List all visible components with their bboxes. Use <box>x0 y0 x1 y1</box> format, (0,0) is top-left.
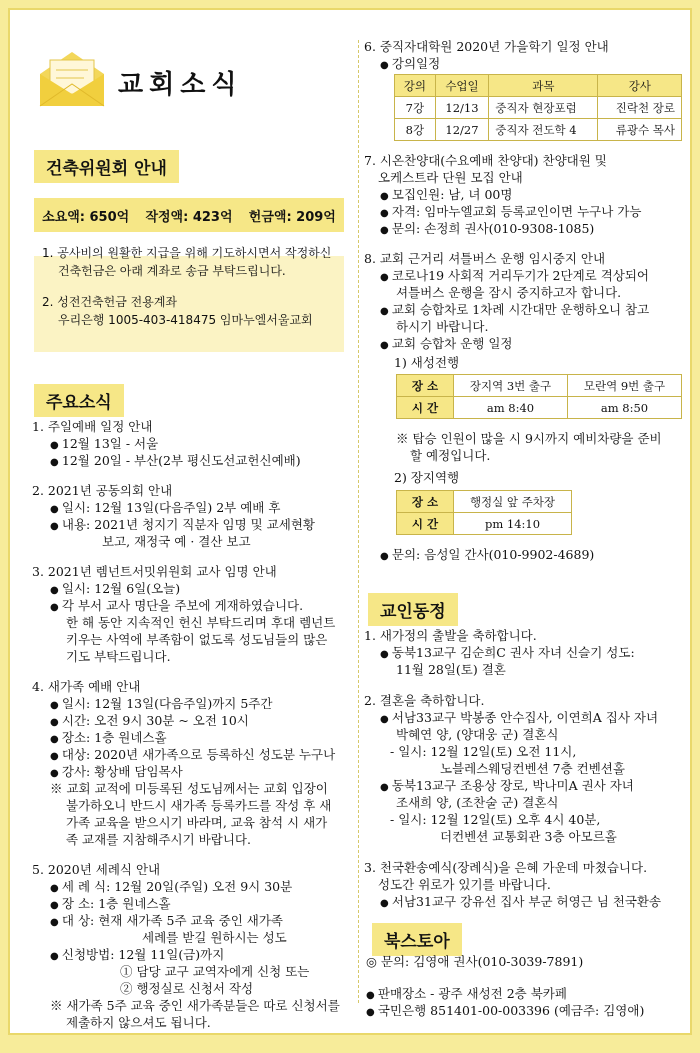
p1-item-cont: 11월 28일(토) 결혼 <box>396 662 506 677</box>
s4-item: ● 강사: 황상배 담임목사 <box>50 763 183 782</box>
p2-item: ● 동북13교구 조용상 장로, 박나미A 권사 자녀 <box>380 777 634 796</box>
r7-title: 7. 시온찬양대(수요예배 찬양대) 찬양대원 및 <box>364 153 607 168</box>
r8-item: ● 교회 승합차로 1차례 시간대만 운행하오니 참고 <box>380 301 649 320</box>
row-label: 시 간 <box>397 397 454 419</box>
table-cell: 중직자 전도학 4 <box>489 119 598 141</box>
s5-item-cont: 세례를 받길 원하시는 성도 <box>142 930 287 945</box>
r6-title: 6. 중직자대학원 2020년 가을학기 일정 안내 <box>364 39 609 54</box>
p3-title-cont: 성도간 위로가 있기를 바랍니다. <box>378 877 551 892</box>
s5-item-cont: ② 행정실로 신청서 작성 <box>120 981 254 996</box>
r8-item: ● 코로나19 사회적 거리두기가 2단계로 격상되어 <box>380 267 649 286</box>
shuttle-table-1 <box>396 374 682 419</box>
page-title: 교회소식 <box>118 70 243 100</box>
column-divider <box>358 40 359 1003</box>
r8-item: ● 교회 승합차 운행 일정 <box>380 335 513 354</box>
r8-note-cont: 할 예정입니다. <box>410 448 491 463</box>
p2-title: 2. 결혼을 축하합니다. <box>364 693 485 708</box>
r7-title-cont: 오케스트라 단원 모집 안내 <box>378 170 523 185</box>
s4-item: ● 일시: 12월 13일(다음주일)까지 5주간 <box>50 695 272 714</box>
s5-note: 제출하지 않으셔도 됩니다. <box>66 1015 211 1030</box>
table-cell: 7강 <box>395 97 436 119</box>
building-heading: 건축위원회 안내 <box>34 150 179 183</box>
r8-item-cont: 셔틀버스 운행을 잠시 중지하고자 합니다. <box>396 285 622 300</box>
table-cell: 진락천 장로 <box>598 97 682 119</box>
s4-note: 족 교재를 지참해주시기 바랍니다. <box>66 832 251 847</box>
members-heading: 교인동정 <box>368 593 458 626</box>
table-row <box>395 97 682 119</box>
account-number: 우리은행 1005-403-418475 임마누엘서울교회 <box>58 313 313 327</box>
s4-item: ● 시간: 오전 9시 30분 ~ 오전 10시 <box>50 712 249 731</box>
p2-item-date: - 일시: 12월 12일(토) 오후 4시 40분, <box>390 812 601 827</box>
shuttle-table-2 <box>396 490 572 535</box>
table-cell: am 8:50 <box>568 397 682 419</box>
table-cell: 류광수 목사 <box>598 119 682 141</box>
p2-item: ● 서남33교구 박봉종 안수집사, 이연희A 집사 자녀 <box>380 709 658 728</box>
bookstore-contact: ◎ 문의: 김영애 권사(010-3039-7891) <box>366 954 584 969</box>
s3-item-cont: 기도 부탁드립니다. <box>66 649 171 664</box>
p2-item-cont: 조새희 양, (조찬술 군) 결혼식 <box>396 795 559 810</box>
p2-item-venue: 노블레스웨딩컨벤션 7층 컨벤션홀 <box>440 761 625 776</box>
s4-item: ● 장소: 1층 원네스홀 <box>50 729 167 748</box>
r7-item: ● 모집인원: 남, 녀 00명 <box>380 186 512 205</box>
s3-item-cont: 키우는 사역에 부족함이 없도록 성도님들의 많은 <box>66 632 328 647</box>
r8-title: 8. 교회 근거리 셔틀버스 운행 임시중지 안내 <box>364 251 606 266</box>
s4-item: ● 대상: 2020년 새가족으로 등록하신 성도분 누구나 <box>50 746 335 765</box>
table-cell: 12/27 <box>435 119 489 141</box>
table-cell: 12/13 <box>435 97 489 119</box>
s1-title: 1. 주일예배 일정 안내 <box>32 419 153 434</box>
bulletin-page <box>8 8 692 1035</box>
s3-item: ● 일시: 12월 6일(오늘) <box>50 580 180 599</box>
table-cell: 장지역 3번 출구 <box>454 375 568 397</box>
s5-title: 5. 2020년 세례식 안내 <box>32 862 161 877</box>
row-label: 장 소 <box>397 491 454 513</box>
s5-item-cont: ① 담당 교구 교역자에게 신청 또는 <box>120 964 310 979</box>
envelope-icon <box>32 48 112 110</box>
row-label: 장 소 <box>397 375 454 397</box>
p2-item-venue: 더컨벤션 교통회관 3층 아모르홀 <box>440 829 617 844</box>
s4-title: 4. 새가족 예배 안내 <box>32 679 141 694</box>
building-item1-line1: 1. 공사비의 원활한 지급을 위해 기도하시면서 작정하신 <box>42 246 332 260</box>
row-label: 시 간 <box>397 513 454 535</box>
table-header: 강사 <box>598 75 682 97</box>
bookstore-location: ● 판매장소 - 광주 새성전 2층 북카페 <box>366 985 567 1004</box>
s1-item: ● 12월 20일 - 부산(2부 평신도선교헌신예배) <box>50 452 301 471</box>
table-cell: pm 14:10 <box>454 513 572 535</box>
table-cell: 8강 <box>395 119 436 141</box>
table-header: 과목 <box>489 75 598 97</box>
s5-item: ● 신청방법: 12월 11일(금)까지 <box>50 946 224 965</box>
s2-item: ● 내용: 2021년 청지기 직분자 임명 및 교세현황 <box>50 516 315 535</box>
r7-item: ● 자격: 임마누엘교회 등록교인이면 누구나 가능 <box>380 203 641 222</box>
table-cell: am 8:40 <box>454 397 568 419</box>
table-header: 수업일 <box>435 75 489 97</box>
p1-item: ● 동북13교구 김순희C 권사 자녀 신슬기 성도: <box>380 644 635 663</box>
s2-item: ● 일시: 12월 13일(다음주일) 2부 예배 후 <box>50 499 280 518</box>
p3-title: 3. 천국환송예식(장례식)을 은혜 가운데 마쳤습니다. <box>364 860 648 875</box>
p2-item-cont: 박혜연 양, (양대웅 군) 결혼식 <box>396 727 559 742</box>
s5-item: ● 세 례 식: 12월 20일(주일) 오전 9시 30분 <box>50 878 292 897</box>
table-row <box>395 119 682 141</box>
s4-note: 불가하오니 반드시 새가족 등록카드를 작성 후 새 <box>66 798 332 813</box>
s2-item-cont: 보고, 재정국 예 · 결산 보고 <box>102 534 251 549</box>
p3-item: ● 서남31교구 강유선 집사 부군 허영근 님 천국환송 <box>380 893 661 912</box>
table-cell: 중직자 현장포럼 <box>489 97 598 119</box>
r8-contact: ● 문의: 음성일 간사(010-9902-4689) <box>380 546 594 565</box>
bookstore-heading: 북스토아 <box>372 923 462 956</box>
p1-title: 1. 새가정의 출발을 축하합니다. <box>364 628 537 643</box>
r8-route2: 2) 장지역행 <box>394 470 460 485</box>
s2-title: 2. 2021년 공동의회 안내 <box>32 483 173 498</box>
building-item2-line1: 2. 성전건축헌금 전용계좌 <box>42 295 177 309</box>
r8-note: ※ 탑승 인원이 많을 시 9시까지 예비차량을 준비 <box>396 431 662 446</box>
s5-item: ● 대 상: 현재 새가족 5주 교육 중인 새가족 <box>50 912 283 931</box>
s4-note: ※ 교회 교적에 미등록된 성도님께서는 교회 입장이 <box>50 781 328 796</box>
s3-item: ● 각 부서 교사 명단을 주보에 게재하였습니다. <box>50 597 303 616</box>
amount-required: 소요액: 650억 <box>42 209 130 225</box>
r6-item: ● 강의일정 <box>380 55 440 74</box>
s3-item-cont: 한 해 동안 지속적인 헌신 부탁드리며 후대 렘넌트 <box>66 615 336 630</box>
main-news-heading: 주요소식 <box>34 384 124 417</box>
lecture-table <box>394 74 682 141</box>
amount-donated: 헌금액: 209억 <box>248 209 336 225</box>
table-header: 강의 <box>395 75 436 97</box>
table-cell: 모란역 9번 출구 <box>568 375 682 397</box>
s3-title: 3. 2021년 렘넌트서밋위원회 교사 임명 안내 <box>32 564 277 579</box>
r8-route1: 1) 새성전행 <box>394 355 460 370</box>
r8-item-cont: 하시기 바랍니다. <box>396 319 489 334</box>
amount-bar <box>34 198 344 232</box>
building-item1-line2: 건축헌금은 아래 계좌로 송금 부탁드립니다. <box>58 264 286 278</box>
s5-item: ● 장 소: 1층 원네스홀 <box>50 895 171 914</box>
p2-item-date: - 일시: 12월 12일(토) 오전 11시, <box>390 744 577 759</box>
table-cell: 행정실 앞 주차장 <box>454 491 572 513</box>
bookstore-account: ● 국민은행 851401-00-003396 (예금주: 김영애) <box>366 1002 644 1021</box>
r7-item: ● 문의: 손정희 권사(010-9308-1085) <box>380 220 594 239</box>
s5-note: ※ 새가족 5주 교육 중인 새가족분들은 따로 신청서를 <box>50 998 340 1013</box>
s4-note: 가족 교육을 받으시기 바라며, 교육 참석 시 새가 <box>66 815 328 830</box>
amount-pledged: 작정액: 423억 <box>145 209 233 225</box>
s1-item: ● 12월 13일 - 서울 <box>50 435 158 454</box>
